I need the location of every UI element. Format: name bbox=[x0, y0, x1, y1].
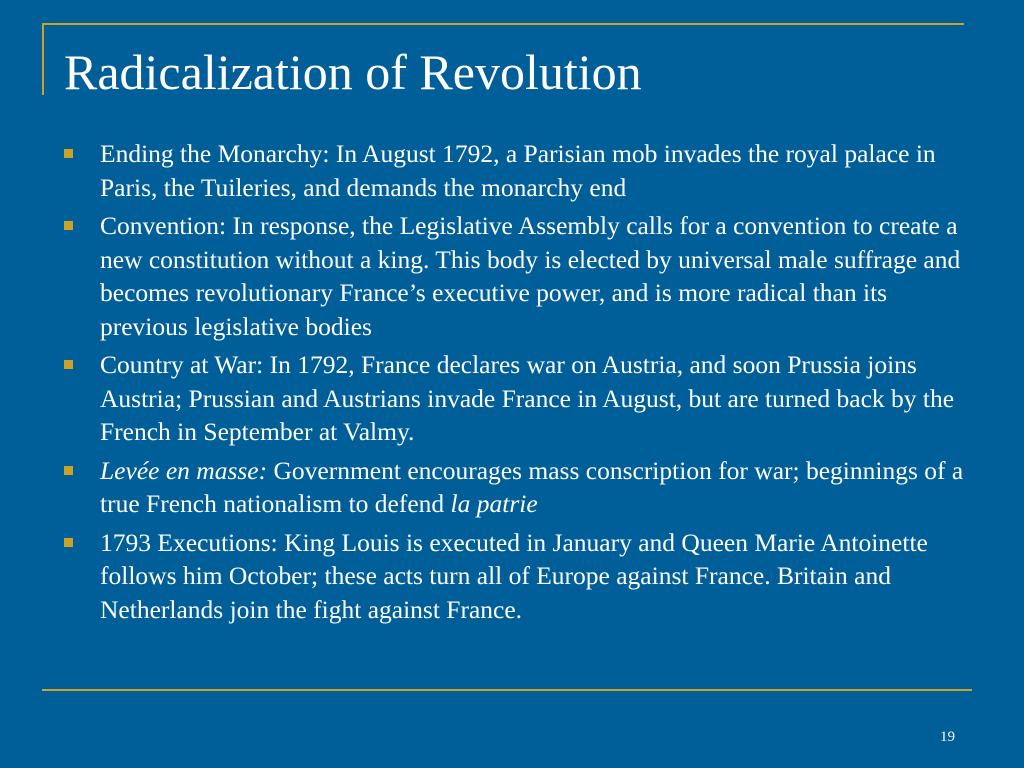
bullet-text: Country at War: In 1792, France declares war on Austria, and soon Prussia joins Austria; Prussian and Austrians invade France in August, but are turned back by the French in September at Valmy. bbox=[100, 350, 955, 446]
frame-left-line bbox=[42, 23, 44, 95]
square-bullet-icon bbox=[64, 360, 73, 369]
bullet-text: Ending the Monarchy: In August 1792, a Parisian mob invades the royal palace in Paris, the Tuileries, and demands the monarchy end bbox=[100, 139, 936, 202]
square-bullet-icon bbox=[64, 149, 73, 158]
square-bullet-icon bbox=[64, 466, 73, 475]
bullet-italic-tail: la patrie bbox=[450, 489, 538, 518]
bullet-text: 1793 Executions: King Louis is executed in January and Queen Marie Antoinette follows him October; these acts turn all of Europe against France. Britain and Netherlands join the fight against France. bbox=[100, 527, 928, 624]
frame-top-line bbox=[42, 23, 964, 25]
bullet-text: Convention: In response, the Legislative Assembly calls for a convention to create a new constitution without a king. This body is elected by universal male suffrage and becomes revolutionary France’s executive power, and is more radical than its previous legislative bodies bbox=[100, 211, 961, 341]
frame-bottom-line bbox=[42, 689, 972, 691]
bullet-item bbox=[64, 454, 964, 521]
bullet-item bbox=[64, 137, 964, 204]
slide-title: Radicalization of Revolution bbox=[64, 44, 642, 100]
square-bullet-icon bbox=[64, 221, 73, 230]
page-number: 19 bbox=[940, 729, 955, 745]
bullet-item bbox=[64, 348, 964, 449]
square-bullet-icon bbox=[64, 538, 73, 547]
bullet-list bbox=[64, 137, 964, 631]
bullet-item bbox=[64, 209, 964, 343]
bullet-text: Government encourages mass conscription for war; beginnings of a true French nationalism to defend bbox=[100, 455, 964, 518]
bullet-item bbox=[64, 526, 964, 627]
bullet-italic-lead: Levée en masse: bbox=[100, 455, 268, 485]
